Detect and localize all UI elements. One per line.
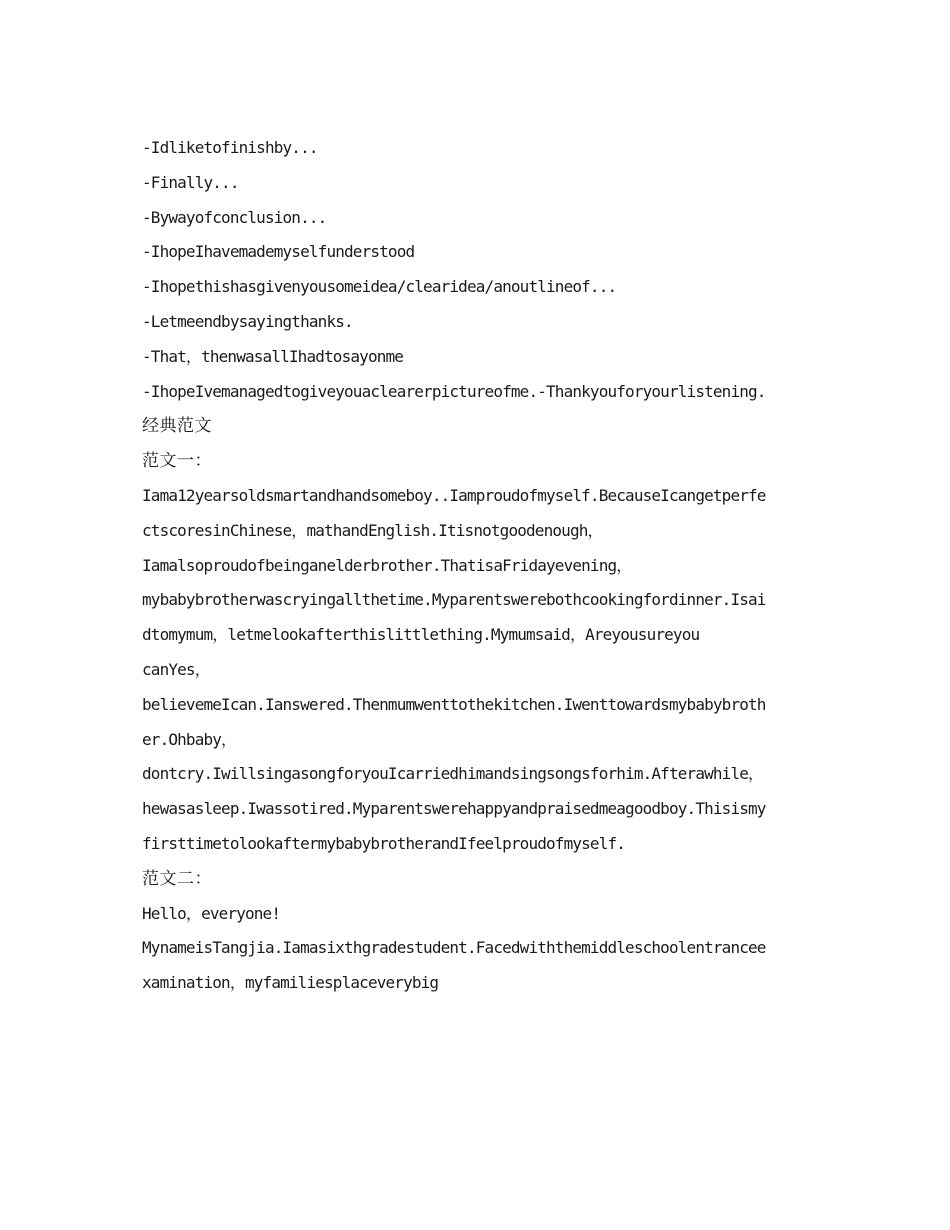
phrase-line: -That，thenwasallIhadtosayonme	[142, 346, 404, 366]
essay-one-line: dtomymum，letmelookafterthislittlething.Mymumsaid，Areyousureyou	[142, 625, 700, 645]
phrase-line: -Ihopethishasgivenyousomeidea/clearidea/anoutlineof...	[142, 277, 617, 297]
essay-two-title: 范文二：	[142, 868, 212, 889]
essay-one-line: mybabybrotherwascryingallthetime.Myparentswerebothcookingfordinner.Isai	[142, 590, 766, 610]
essay-two-line: xamination，myfamiliesplaceverybig	[142, 973, 439, 993]
phrase-line: -IhopeIvemanagedtogiveyouaclearerpictureofme.-Thankyouforyourlistening.	[142, 381, 766, 401]
phrase-line: -Idliketofinishby...	[142, 138, 318, 157]
essay-one-line: ctscoresinChinese，mathandEnglish.Itisnotgoodenough，	[142, 520, 603, 540]
phrase-line: -Letmeendbysayingthanks.	[142, 311, 353, 331]
section-title: 经典范文	[142, 416, 212, 437]
essay-one-line: Iamalsoproudofbeinganelderbrother.ThatisaFridayevening，	[142, 555, 632, 575]
essay-one-line: believemeIcan.Ianswered.Thenmumwenttothekitchen.Iwenttowardsmybabybroth	[142, 694, 766, 714]
essay-one-line: firsttimetolookaftermybabybrotherandIfeelproudofmyself.	[142, 833, 626, 853]
essay-one-line: dontcry.IwillsingasongforyouIcarriedhimandsingsongsforhim.Afterawhile，	[142, 764, 764, 784]
phrase-line: -Finally...	[142, 172, 239, 192]
essay-one-line: hewasasleep.Iwassotired.Myparentswerehappyandpraisedmeagoodboy.Thisismy	[142, 799, 766, 819]
essay-one-line: er.Ohbaby，	[142, 729, 237, 749]
essay-one-line: Iama12yearsoldsmartandhandsomeboy..Iamproudofmyself.BecauseIcangetperfe	[142, 485, 766, 505]
essay-two-line: Hello，everyone!	[142, 903, 281, 923]
document-page	[142, 131, 822, 1001]
phrase-line: -IhopeIhavemademyselfunderstood	[142, 242, 415, 262]
essay-one-line: canYes，	[142, 659, 210, 679]
phrase-line: -Bywayofconclusion...	[142, 207, 327, 227]
essay-two-line: MynameisTangjia.Iamasixthgradestudent.Facedwiththemiddleschoolentrancee	[142, 938, 766, 958]
essay-one-title: 范文一：	[142, 451, 212, 472]
